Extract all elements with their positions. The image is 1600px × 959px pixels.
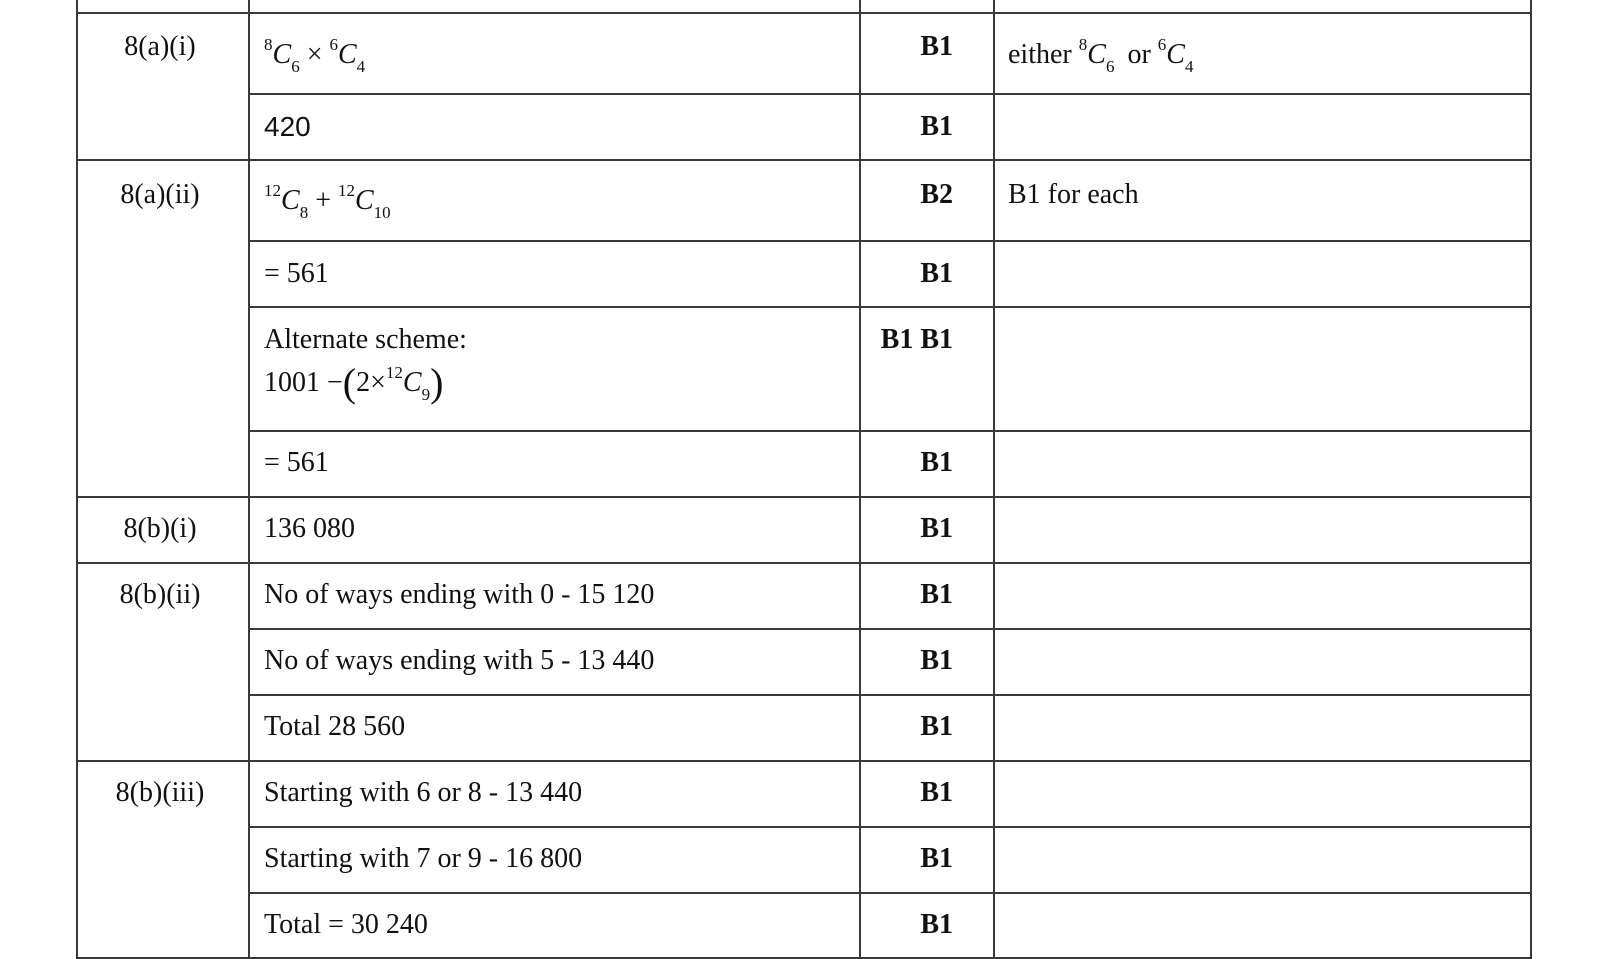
column-divider bbox=[76, 0, 78, 959]
operator: × bbox=[306, 39, 323, 70]
combination-n: 12 bbox=[337, 181, 355, 200]
answer-text: Total 28 560 bbox=[264, 711, 406, 742]
guidance-text: or bbox=[1127, 39, 1151, 70]
row-divider bbox=[248, 628, 1532, 630]
row-divider bbox=[76, 496, 1532, 498]
expression-inner: 2× bbox=[356, 367, 386, 398]
mark-award: B1 bbox=[920, 843, 953, 874]
column-divider bbox=[859, 0, 861, 959]
answer-text: 136 080 bbox=[264, 513, 355, 544]
column-divider bbox=[248, 0, 250, 959]
row-divider bbox=[248, 306, 1532, 308]
row-divider bbox=[76, 562, 1532, 564]
mark-award: B1 bbox=[920, 645, 953, 676]
operator: − bbox=[327, 367, 343, 398]
row-divider bbox=[248, 240, 1532, 242]
answer-text: Starting with 6 or 8 - 13 440 bbox=[264, 777, 583, 808]
question-number: 8(b)(ii) bbox=[119, 579, 201, 610]
combination-r: 6 bbox=[1105, 57, 1115, 76]
combination-n: 8 bbox=[1078, 35, 1088, 54]
answer-expression: $^8C_6 \times ^6C_4$ bbox=[264, 35, 366, 76]
combination-n: 12 bbox=[264, 181, 281, 200]
question-number: 8(b)(i) bbox=[123, 513, 197, 544]
row-divider bbox=[248, 93, 1532, 95]
mark-award: B1 B1 bbox=[880, 324, 953, 355]
mark-award: B1 bbox=[920, 258, 953, 289]
question-number: 8(a)(i) bbox=[124, 31, 196, 62]
alternate-scheme-heading: Alternate scheme: bbox=[264, 324, 467, 355]
combination-r: 10 bbox=[373, 203, 391, 222]
mark-award: B1 bbox=[920, 447, 953, 478]
row-divider bbox=[248, 892, 1532, 894]
question-number: 8(b)(iii) bbox=[115, 777, 205, 808]
combination-n: 12 bbox=[385, 363, 403, 382]
row-divider bbox=[76, 760, 1532, 762]
mark-award: B1 bbox=[920, 31, 953, 62]
guidance-note: B1 for each bbox=[1008, 179, 1139, 210]
combination-r: 4 bbox=[1184, 57, 1194, 76]
combination-r: 9 bbox=[421, 385, 431, 404]
row-divider bbox=[248, 430, 1532, 432]
row-divider bbox=[248, 694, 1532, 696]
question-number: 8(a)(ii) bbox=[120, 179, 200, 210]
answer-text: 420 bbox=[264, 111, 311, 142]
mark-award: B1 bbox=[920, 711, 953, 742]
mark-award: B1 bbox=[920, 777, 953, 808]
expression-lead: 1001 bbox=[264, 367, 320, 398]
combination-n: 8 bbox=[264, 35, 273, 54]
mark-award: B2 bbox=[920, 179, 953, 210]
combination-n: 6 bbox=[1157, 35, 1167, 54]
alternate-expression: $1001 -(2\times^{12}C_9)$ bbox=[264, 360, 444, 405]
mark-award: B1 bbox=[920, 579, 953, 610]
row-divider bbox=[76, 159, 1532, 161]
column-divider bbox=[993, 0, 995, 959]
guidance-text: either bbox=[1008, 39, 1072, 70]
answer-text: = 561 bbox=[264, 258, 329, 289]
combination-n: 6 bbox=[329, 35, 338, 54]
answer-expression: $^{12}C_8 + ^{12}C_{10}$ bbox=[264, 181, 391, 222]
mark-award: B1 bbox=[920, 111, 953, 142]
guidance-note: either $^8C_6$ or $^6C_4$ bbox=[1008, 35, 1194, 76]
mark-award: B1 bbox=[920, 909, 953, 940]
answer-text: Total = 30 240 bbox=[264, 909, 428, 940]
row-divider bbox=[248, 826, 1532, 828]
column-divider bbox=[1530, 0, 1532, 959]
answer-text: Starting with 7 or 9 - 16 800 bbox=[264, 843, 583, 874]
answer-text: No of ways ending with 5 - 13 440 bbox=[264, 645, 655, 676]
combination-r: 6 bbox=[291, 57, 300, 76]
open-paren: ( bbox=[342, 360, 357, 405]
answer-text: = 561 bbox=[264, 447, 329, 478]
combination-r: 8 bbox=[299, 203, 309, 222]
answer-text: No of ways ending with 0 - 15 120 bbox=[264, 579, 655, 610]
row-divider bbox=[76, 12, 1532, 14]
operator: + bbox=[315, 185, 331, 216]
close-paren: ) bbox=[430, 360, 444, 405]
mark-award: B1 bbox=[920, 513, 953, 544]
combination-r: 4 bbox=[356, 57, 366, 76]
